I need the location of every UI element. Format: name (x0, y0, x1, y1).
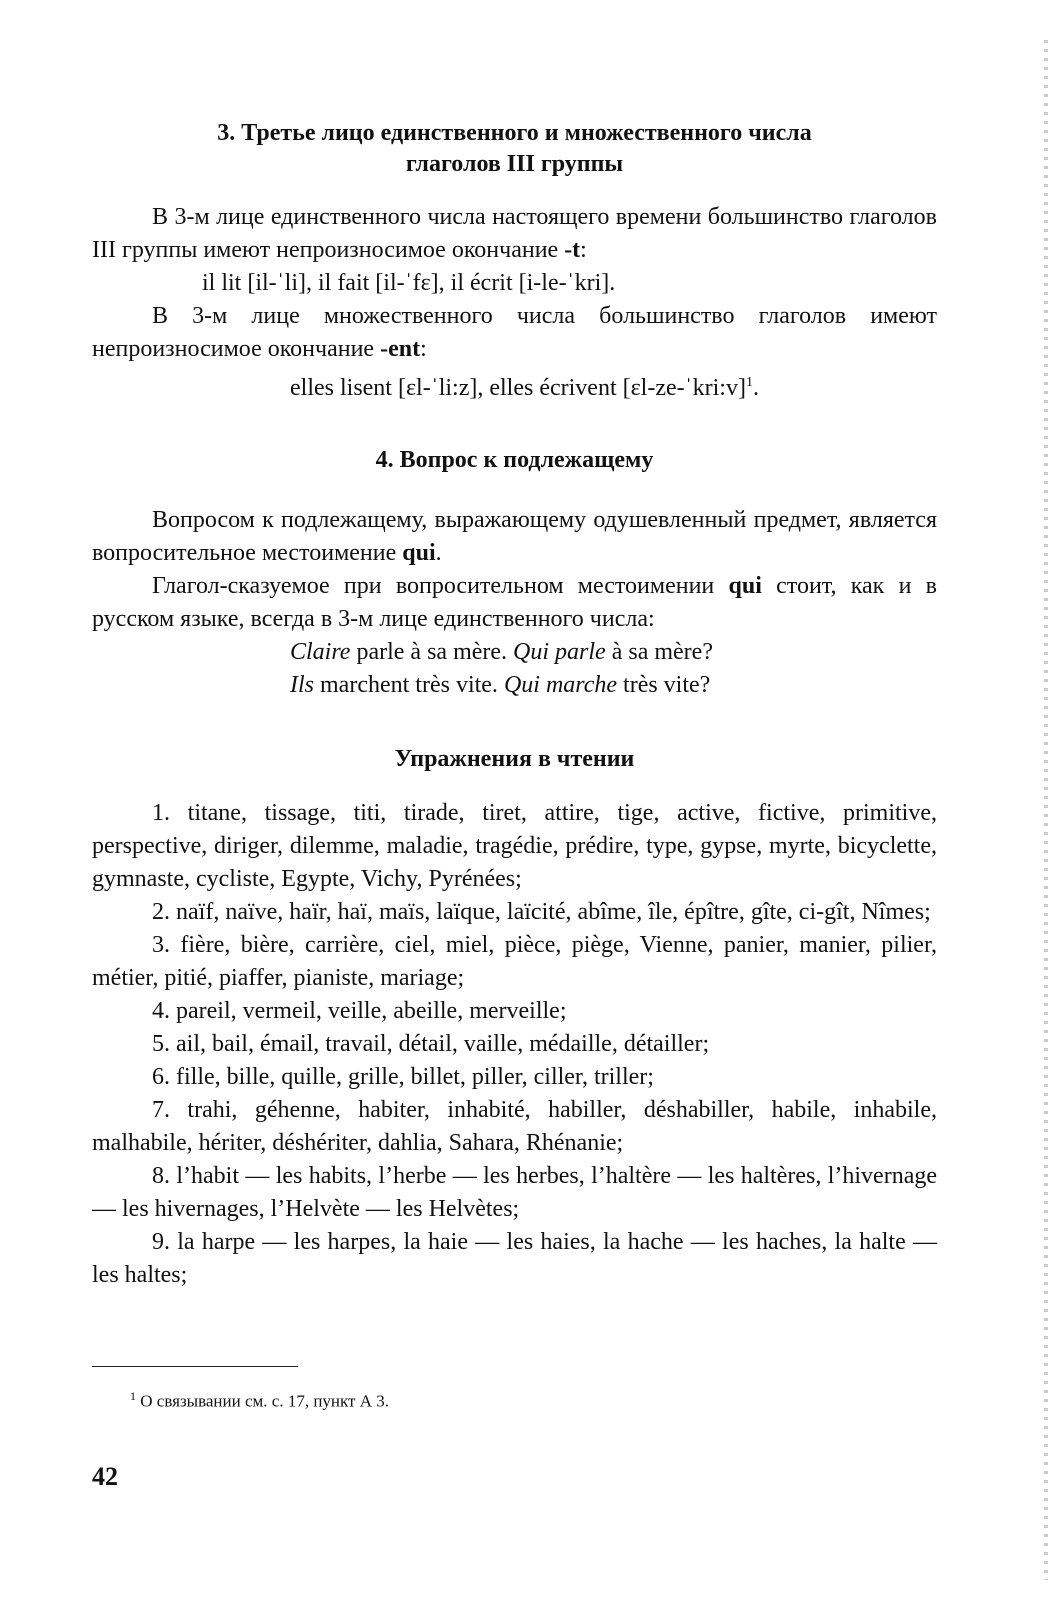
exercise-item-3: 3. fière, bière, carrière, ciel, miel, pièce, piège, Vienne, panier, manier, pilier, métier, pitié, piaffer, pianiste, mariage; (92, 932, 937, 991)
pronoun-qui: qui (728, 573, 762, 599)
question-example-1 (290, 636, 937, 669)
section-3-title (92, 118, 937, 180)
section-4-paragraph-2 (92, 570, 937, 636)
section-4-title: 4. Вопрос к подлежащему (375, 447, 654, 473)
text-run: . (435, 540, 442, 566)
exercise-item-6: 6. fille, bille, quille, grille, billet, piller, ciller, triller; (152, 1064, 654, 1090)
page-body (92, 118, 937, 1292)
text-run: marchent très vite. (314, 672, 504, 698)
text-run: В 3-м лице множественного числа большинство глаголов имеют непроизносимое окончание (92, 303, 937, 362)
question-text: Qui marche (503, 672, 618, 698)
question-text: Qui parle (513, 639, 606, 665)
text-run: . (752, 375, 759, 401)
text-run: В 3-м лице единственного числа настоящего времени большинство глаголов III группы имеют непроизносимое окончание (92, 204, 937, 263)
exercise-item-8: 8. l’habit — les habits, l’herbe — les herbes, l’haltère — les haltères, l’hivernage — les hivernages, l’Helvète — les Helvètes; (92, 1163, 937, 1222)
footnote-text: О связывании см. с. 17, пункт А 3. (136, 1391, 390, 1411)
section-3-title-line2: глаголов III группы (405, 151, 624, 177)
example-3rd-plural (92, 366, 937, 405)
text-run: Глагол-сказуемое при вопросительном местоимении (152, 573, 729, 599)
question-examples (92, 636, 937, 702)
scan-edge-artifact (1044, 40, 1048, 1580)
subject-text: Claire (290, 639, 351, 665)
subject-text: Ils (290, 672, 314, 698)
section-3-paragraph-2 (92, 300, 937, 366)
exercise-list (92, 797, 937, 1292)
section-3-title-line1: 3. Третье лицо единственного и множественного числа (217, 120, 812, 146)
exercise-item-5: 5. ail, bail, émail, travail, détail, vaille, médaille, détailler; (152, 1031, 710, 1057)
section-3-paragraph-1 (92, 201, 937, 267)
exercises-title: Упражнения в чтении (394, 746, 635, 772)
text-run: Вопросом к подлежащему, выражающему одушевленный предмет, является вопросительное местоимение (92, 507, 937, 566)
footnote-divider (92, 1366, 298, 1367)
text-run: parle à sa mère. (350, 639, 514, 665)
example-3rd-singular: il lit [il-ˈli], il fait [il-ˈfɛ], il écrit [i-le-ˈkri]. (202, 270, 616, 296)
text-run: стоит, как и в русском языке, всегда в 3-м лице единственного числа: (92, 573, 937, 632)
pronoun-qui: qui (402, 540, 436, 566)
exercise-item-1: 1. titane, tissage, titi, tirade, tiret, attire, tige, active, fictive, primitive, perspective, diriger, dilemme, maladie, tragédie, prédire, type, gypse, myrte, bicyclette, gymnaste, cycliste, Egypte, Vichy, Pyrénées; (92, 800, 937, 892)
exercise-item-9: 9. la harpe — les harpes, la haie — les haies, la hache — les haches, la halte — les haltes; (92, 1229, 937, 1288)
text-run: : (580, 237, 587, 263)
exercise-item-4: 4. pareil, vermeil, veille, abeille, merveille; (152, 998, 567, 1024)
section-4-paragraph-1 (92, 504, 937, 570)
ending-ent: -ent (380, 336, 421, 362)
text-run: très vite? (617, 672, 711, 698)
question-example-2 (290, 669, 937, 702)
footnote (130, 1385, 389, 1413)
exercise-item-2: 2. naïf, naïve, haïr, haï, maïs, laïque, laïcité, abîme, île, épître, gîte, ci-gît, Nîmes; (152, 899, 931, 925)
ending-t: -t (564, 237, 581, 263)
footnote-reference[interactable]: 1 (745, 375, 753, 390)
page-number: 42 (92, 1462, 118, 1491)
text-run: à sa mère? (605, 639, 713, 665)
text-run: : (420, 336, 427, 362)
footnote-mark: 1 (130, 1389, 136, 1403)
text-run: elles lisent [ɛl-ˈli:z], elles écrivent [ɛl-ze-ˈkri:v] (290, 375, 746, 401)
exercise-item-7: 7. trahi, géhenne, habiter, inhabité, habiller, déshabiller, habile, inhabile, malhabile, hériter, déshériter, dahlia, Sahara, Rhénanie; (92, 1097, 937, 1156)
